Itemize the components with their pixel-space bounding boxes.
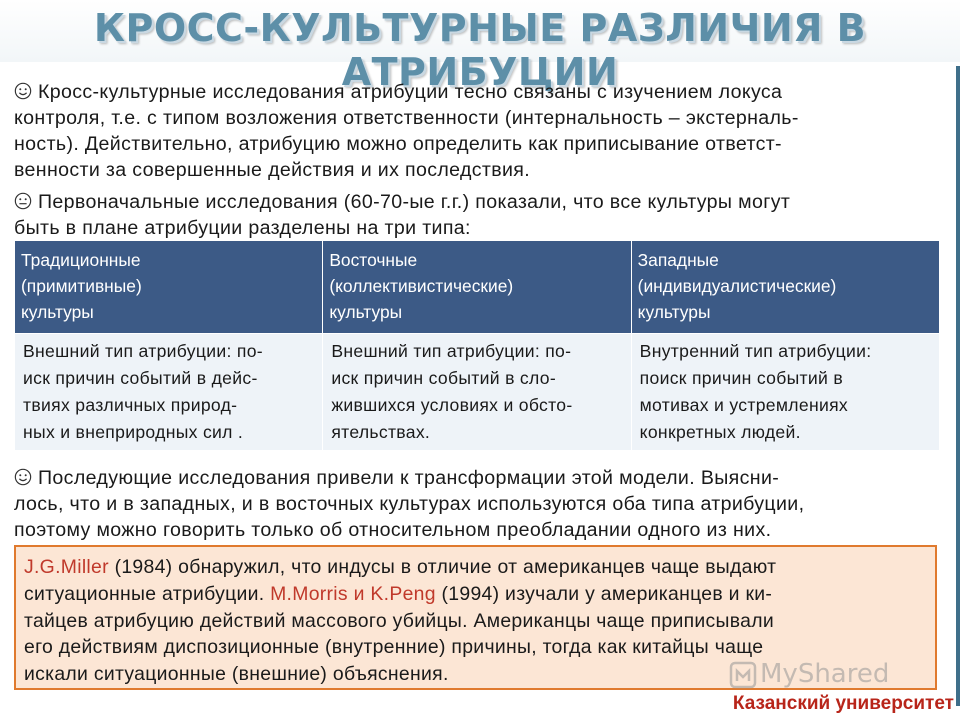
box-text: изучали у американцев и ки-	[499, 582, 773, 605]
cell-western	[631, 334, 939, 451]
cell-line: твиях различных природ-	[23, 395, 238, 415]
myshared-logo-icon	[728, 660, 758, 690]
footer-university: Казанский университет	[732, 693, 954, 714]
cell-line: Внутренний тип атрибуции:	[639, 341, 872, 361]
right-edge-bar	[956, 66, 960, 706]
header-line: культуры	[329, 302, 403, 322]
box-line	[24, 554, 929, 581]
paragraph-line: венности за совершенные действия и их последствия.	[14, 159, 531, 181]
box-line	[24, 581, 929, 608]
box-line: тайцев атрибуцию действий массового убийцы. Американцы чаще приписывали	[24, 609, 774, 632]
paragraph-text: Последующие исследования привели к трансформации этой модели. Выясни-	[38, 467, 780, 489]
author-miller: J.G.Miller	[24, 556, 109, 578]
header-line: (коллективистические)	[329, 276, 514, 296]
paragraph-later-research	[14, 465, 940, 543]
cell-traditional	[15, 334, 323, 451]
paragraph-text: Первоначальные исследования (60-70-ые г.г.) показали, что все культуры могут	[38, 191, 791, 213]
box-line: его действиям диспозиционные (внутренние) причины, тогда как китайцы чаще	[24, 636, 764, 659]
header-western	[631, 241, 939, 334]
cell-eastern	[323, 334, 631, 451]
header-eastern	[323, 241, 631, 334]
cell-line: мотивах и устремлениях	[639, 395, 849, 415]
paragraph-line: контроля, т.е. с типом возложения ответственности (интернальность – экстерналь-	[14, 107, 799, 129]
cell-line: поиск причин событий в	[639, 368, 843, 388]
header-traditional	[15, 241, 323, 334]
cell-line: иск причин событий в дейс-	[23, 368, 258, 388]
box-text: обнаружил, что индусы в отличие от американцев чаще выдают	[172, 556, 777, 578]
cell-line: Внешний тип атрибуции: по-	[331, 341, 572, 361]
header-line: культуры	[21, 302, 94, 322]
cell-line: Внешний тип атрибуции: по-	[23, 341, 263, 361]
header-line: (примитивные)	[21, 276, 142, 296]
paragraph-line	[14, 79, 940, 105]
cell-line: конкретных людей.	[639, 422, 801, 442]
cell-line: ных и внеприродных сил .	[23, 422, 244, 442]
neutral-face-icon	[14, 192, 32, 210]
paragraph-line	[14, 189, 940, 215]
table-row	[15, 334, 940, 451]
author-morris-peng: M.Morris и K.Peng	[270, 582, 436, 605]
header-line: Западные	[637, 250, 719, 270]
cell-line: жившихся условиях и обсто-	[331, 395, 573, 415]
paragraph-line: быть в плане атрибуции разделены на три типа:	[14, 217, 471, 239]
header-line: Восточные	[329, 250, 418, 270]
slide-title: КРОСС-КУЛЬТУРНЫЕ РАЗЛИЧИЯ В АТРИБУЦИИ	[93, 6, 867, 94]
box-text: ситуационные атрибуции.	[24, 582, 271, 605]
paragraph-line: ность). Действительно, атрибуцию можно определить как приписывание ответст-	[14, 133, 782, 155]
watermark: MyShared	[760, 659, 890, 689]
smiley-icon	[14, 82, 32, 100]
smiley-icon	[14, 468, 32, 486]
culture-types-table	[14, 240, 940, 451]
cell-line: ятельствах.	[331, 422, 431, 442]
paragraph-line: лось, что и в западных, и в восточных культурах используются оба типа атрибуции,	[14, 493, 805, 515]
header-line: Традиционные	[21, 250, 141, 270]
year-morris-peng: (1994)	[441, 582, 500, 605]
header-line: (индивидуалистические)	[637, 276, 837, 296]
paragraph-line	[14, 465, 940, 491]
box-line: искали ситуационные (внешние) объяснения.	[24, 663, 449, 686]
paragraph-line: поэтому можно говорить только об относительном преобладании одного из них.	[14, 519, 772, 541]
paragraph-locus	[14, 79, 940, 183]
paragraph-text: Кросс-культурные исследования атрибуции тесно связаны с изучением локуса	[38, 81, 783, 103]
paragraph-early-research	[14, 189, 940, 241]
table-header-row	[15, 241, 940, 334]
cell-line: иск причин событий в сло-	[331, 368, 557, 388]
year-miller: (1984)	[114, 556, 173, 578]
header-line: культуры	[637, 302, 711, 322]
